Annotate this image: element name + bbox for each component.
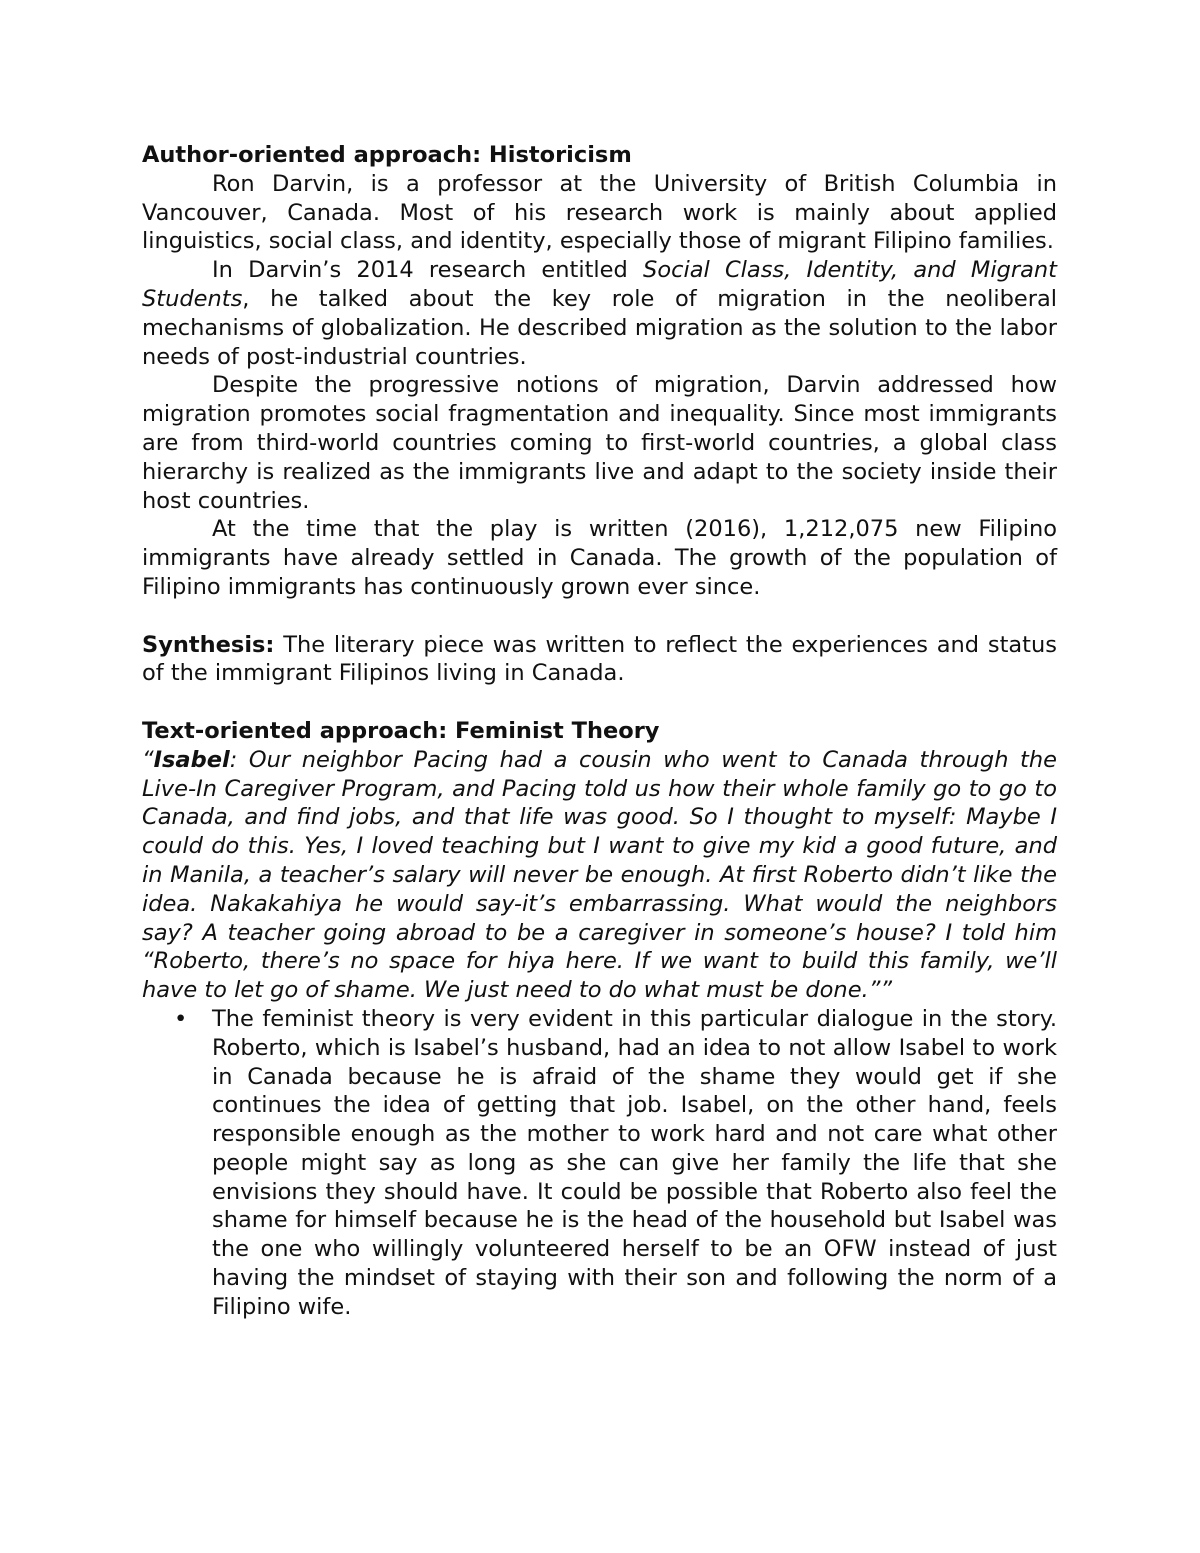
bullet-text: The feminist theory is very evident in this particular dialogue in the story. Roberto, which is Isabel’s husband, had an idea to not allow Isabel to work in Canada because he is afraid of the shame they would get if she continues the idea of getting that job. Isabel, on the other hand, feels responsible enough as the mother to work hard and not care what other people might say as long as she can give her family the life that she envisions they should have. It could be possible that Roberto also feel the shame for himself because he is the head of the household but Isabel was the one who willingly volunteered herself to be an OFW instead of just having the mindset of staying with their son and following the norm of a Filipino wife. xyxy=(212,1005,1057,1320)
paragraph-immigrant-population: At the time that the play is written (2016), 1,212,075 new Filipino immigrants have already settled in Canada. The growth of the population of Filipino immigrants has continuously grown ever since. xyxy=(142,516,1057,600)
paragraph-text: , he talked about the key role of migration in the neoliberal mechanisms of globalization. He described migration as the solution to the labor needs of post-industrial countries. xyxy=(142,285,1057,370)
quote-speaker: Isabel xyxy=(153,746,230,773)
analysis-list xyxy=(142,1005,1057,1322)
paragraph-darvin-bio: Ron Darvin, is a professor at the University of British Columbia in Vancouver, Canada. Most of his research work is mainly about applied linguistics, social class, and identity, especially those of migrant Filipino families. xyxy=(142,170,1057,255)
spacer xyxy=(142,602,1057,631)
synthesis-paragraph xyxy=(142,631,1057,689)
synthesis-label: Synthesis: xyxy=(142,631,275,658)
list-item xyxy=(174,1005,1057,1322)
section-heading-historicism: Author-oriented approach: Historicism xyxy=(142,142,632,168)
document-page xyxy=(142,141,1057,1322)
research-title: Social Class, Identity, and Migrant Students xyxy=(142,257,1057,312)
bullet-icon: • xyxy=(174,1005,188,1032)
paragraph-migration-inequality: Despite the progressive notions of migration, Darvin addressed how migration promotes social fragmentation and inequality. Since most immigrants are from third-world countries coming to first-world countries, a global class hierarchy is realized as the immigrants live and adapt to the society inside their host countries. xyxy=(142,372,1057,514)
paragraph-darvin-research xyxy=(142,256,1057,371)
quote-open-mark: “ xyxy=(142,746,154,773)
synthesis-text: The literary piece was written to reflect the experiences and status of the immigrant Filipinos living in Canada. xyxy=(142,631,1057,687)
paragraph-text: In Darvin’s 2014 research entitled xyxy=(212,257,644,284)
section-heading-feminist-theory: Text-oriented approach: Feminist Theory xyxy=(142,717,660,744)
spacer xyxy=(142,688,1057,717)
dialogue-quote xyxy=(142,746,1057,1005)
quote-text: : Our neighbor Pacing had a cousin who went to Canada through the Live-In Caregiver Program, and Pacing told us how their whole family go to go to Canada, and find jobs, and that life was good. So I thought to myself: Maybe I could do this. Yes, I loved teaching but I want to give my kid a good future, and in Manila, a teacher’s salary will never be enough. At first Roberto didn’t like the idea. Nakakahiya he would say-it’s embarrassing. What would the neighbors say? A teacher going abroad to be a caregiver in someone’s house? I told him “Roberto, there’s no space for hiya here. If we want to build this family, we’ll have to let go of shame. We just need to do what must be done.”” xyxy=(142,746,1057,1004)
